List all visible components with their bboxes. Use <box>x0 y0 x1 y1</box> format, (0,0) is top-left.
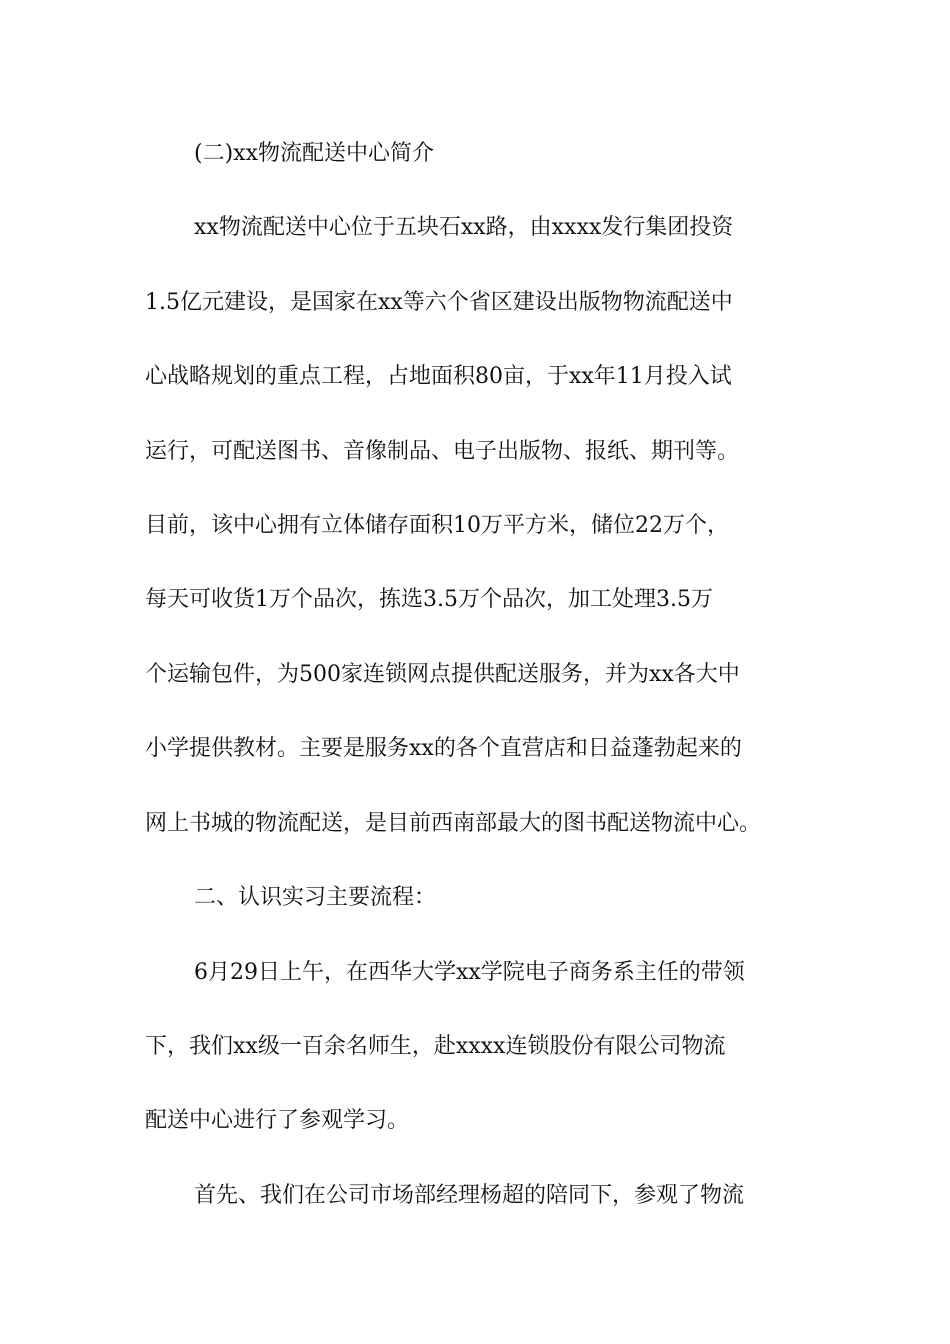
paragraph-line: 每天可收货1万个品次，拣选3.5万个品次，加工处理3.5万 <box>145 587 713 612</box>
paragraph-line: 6月29日上午，在西华大学xx学院电子商务系主任的带领 <box>194 960 745 985</box>
paragraph-line: 心战略规划的重点工程，占地面积80亩，于xx年11月投入试 <box>145 364 732 389</box>
section-heading-intro: (二)xx物流配送中心简介 <box>194 141 434 166</box>
paragraph-line: 网上书城的物流配送，是目前西南部最大的图书配送物流中心。 <box>145 811 762 836</box>
paragraph-line: xx物流配送中心位于五块石xx路，由xxxx发行集团投资 <box>194 215 734 240</box>
paragraph-line: 下，我们xx级一百余名师生，赴xxxx连锁股份有限公司物流 <box>145 1034 726 1059</box>
paragraph-line: 小学提供教材。主要是服务xx的各个直营店和日益蓬勃起来的 <box>145 736 742 761</box>
paragraph-line: 目前，该中心拥有立体储存面积10万平方米，储位22万个， <box>145 513 729 538</box>
section-heading-process: 二、认识实习主要流程： <box>194 885 437 910</box>
paragraph-line: 运行，可配送图书、音像制品、电子出版物、报纸、期刊等。 <box>145 439 740 464</box>
paragraph-line: 个运输包件，为500家连锁网点提供配送服务，并为xx各大中 <box>145 662 740 687</box>
paragraph-line: 首先、我们在公司市场部经理杨超的陪同下，参观了物流 <box>194 1183 745 1208</box>
paragraph-line: 配送中心进行了参观学习。 <box>145 1108 410 1133</box>
paragraph-line: 1.5亿元建设，是国家在xx等六个省区建设出版物物流配送中 <box>145 290 733 315</box>
